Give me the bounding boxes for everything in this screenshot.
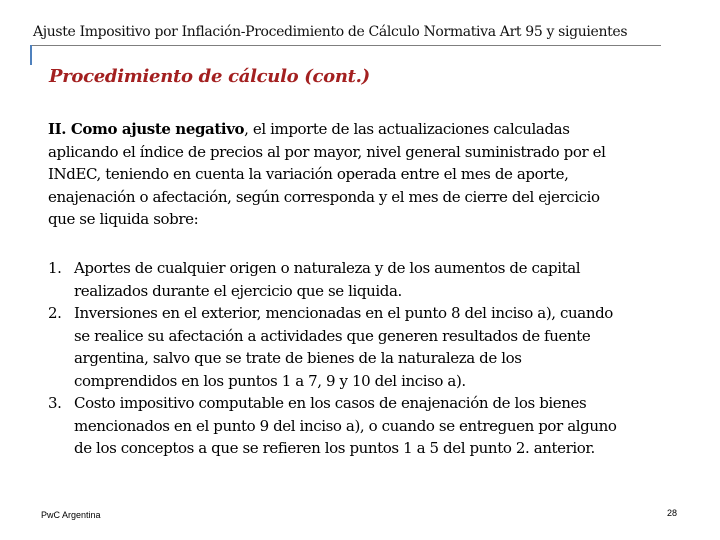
list-item-line: de los conceptos a que se refieren los puntos 1 a 5 del punto 2. anterior.	[74, 439, 595, 457]
footer-company: PwC Argentina	[41, 510, 101, 520]
list-number: 3.	[48, 394, 62, 412]
list-item-line: realizados durante el ejercicio que se liquida.	[74, 281, 402, 300]
intro-line-1	[48, 118, 678, 141]
header-accent-bar	[30, 45, 32, 65]
list-item-line: Aportes de cualquier origen o naturaleza y de los aumentos de capital	[74, 259, 581, 277]
list-item-line: se realice su afectación a actividades que generen resultados de fuente	[74, 326, 591, 345]
intro-line-1-rest: , el importe de las actualizaciones calculadas	[244, 120, 570, 138]
intro-line-4: enajenación o afectación, según corresponda y el mes de cierre del ejercicio	[48, 187, 600, 206]
intro-paragraph	[48, 118, 678, 231]
header-divider	[30, 45, 661, 46]
list-item-line: Inversiones en el exterior, mencionadas en el punto 8 del inciso a), cuando	[74, 304, 613, 322]
intro-line-3: INdEC, teniendo en cuenta la variación operada entre el mes de aporte,	[48, 165, 569, 183]
intro-line-5: que se liquida sobre:	[48, 210, 199, 228]
list-number: 1.	[48, 259, 62, 277]
numbered-list	[48, 257, 688, 460]
list-item-line: comprendidos en los puntos 1 a 7, 9 y 10 del inciso a).	[74, 371, 466, 390]
list-item-1	[48, 257, 688, 302]
intro-line-2: aplicando el índice de precios al por mayor, nivel general suministrado por el	[48, 142, 606, 161]
intro-bold-prefix: II. Como ajuste negativo	[48, 120, 245, 138]
list-item-3	[48, 392, 688, 460]
list-number: 2.	[48, 304, 62, 322]
list-item-line: mencionados en el punto 9 del inciso a), o cuando se entreguen por alguno	[74, 416, 617, 435]
header-title: Ajuste Impositivo por Inflación-Procedimiento de Cálculo Normativa Art 95 y siguientes	[33, 24, 628, 40]
list-item-line: argentina, salvo que se trate de bienes de la naturaleza de los	[74, 349, 522, 367]
page-number: 28	[666, 508, 677, 518]
list-item-line: Costo impositivo computable en los casos de enajenación de los bienes	[74, 394, 587, 412]
section-title: Procedimiento de cálculo (cont.)	[49, 66, 370, 87]
list-item-2	[48, 302, 688, 392]
